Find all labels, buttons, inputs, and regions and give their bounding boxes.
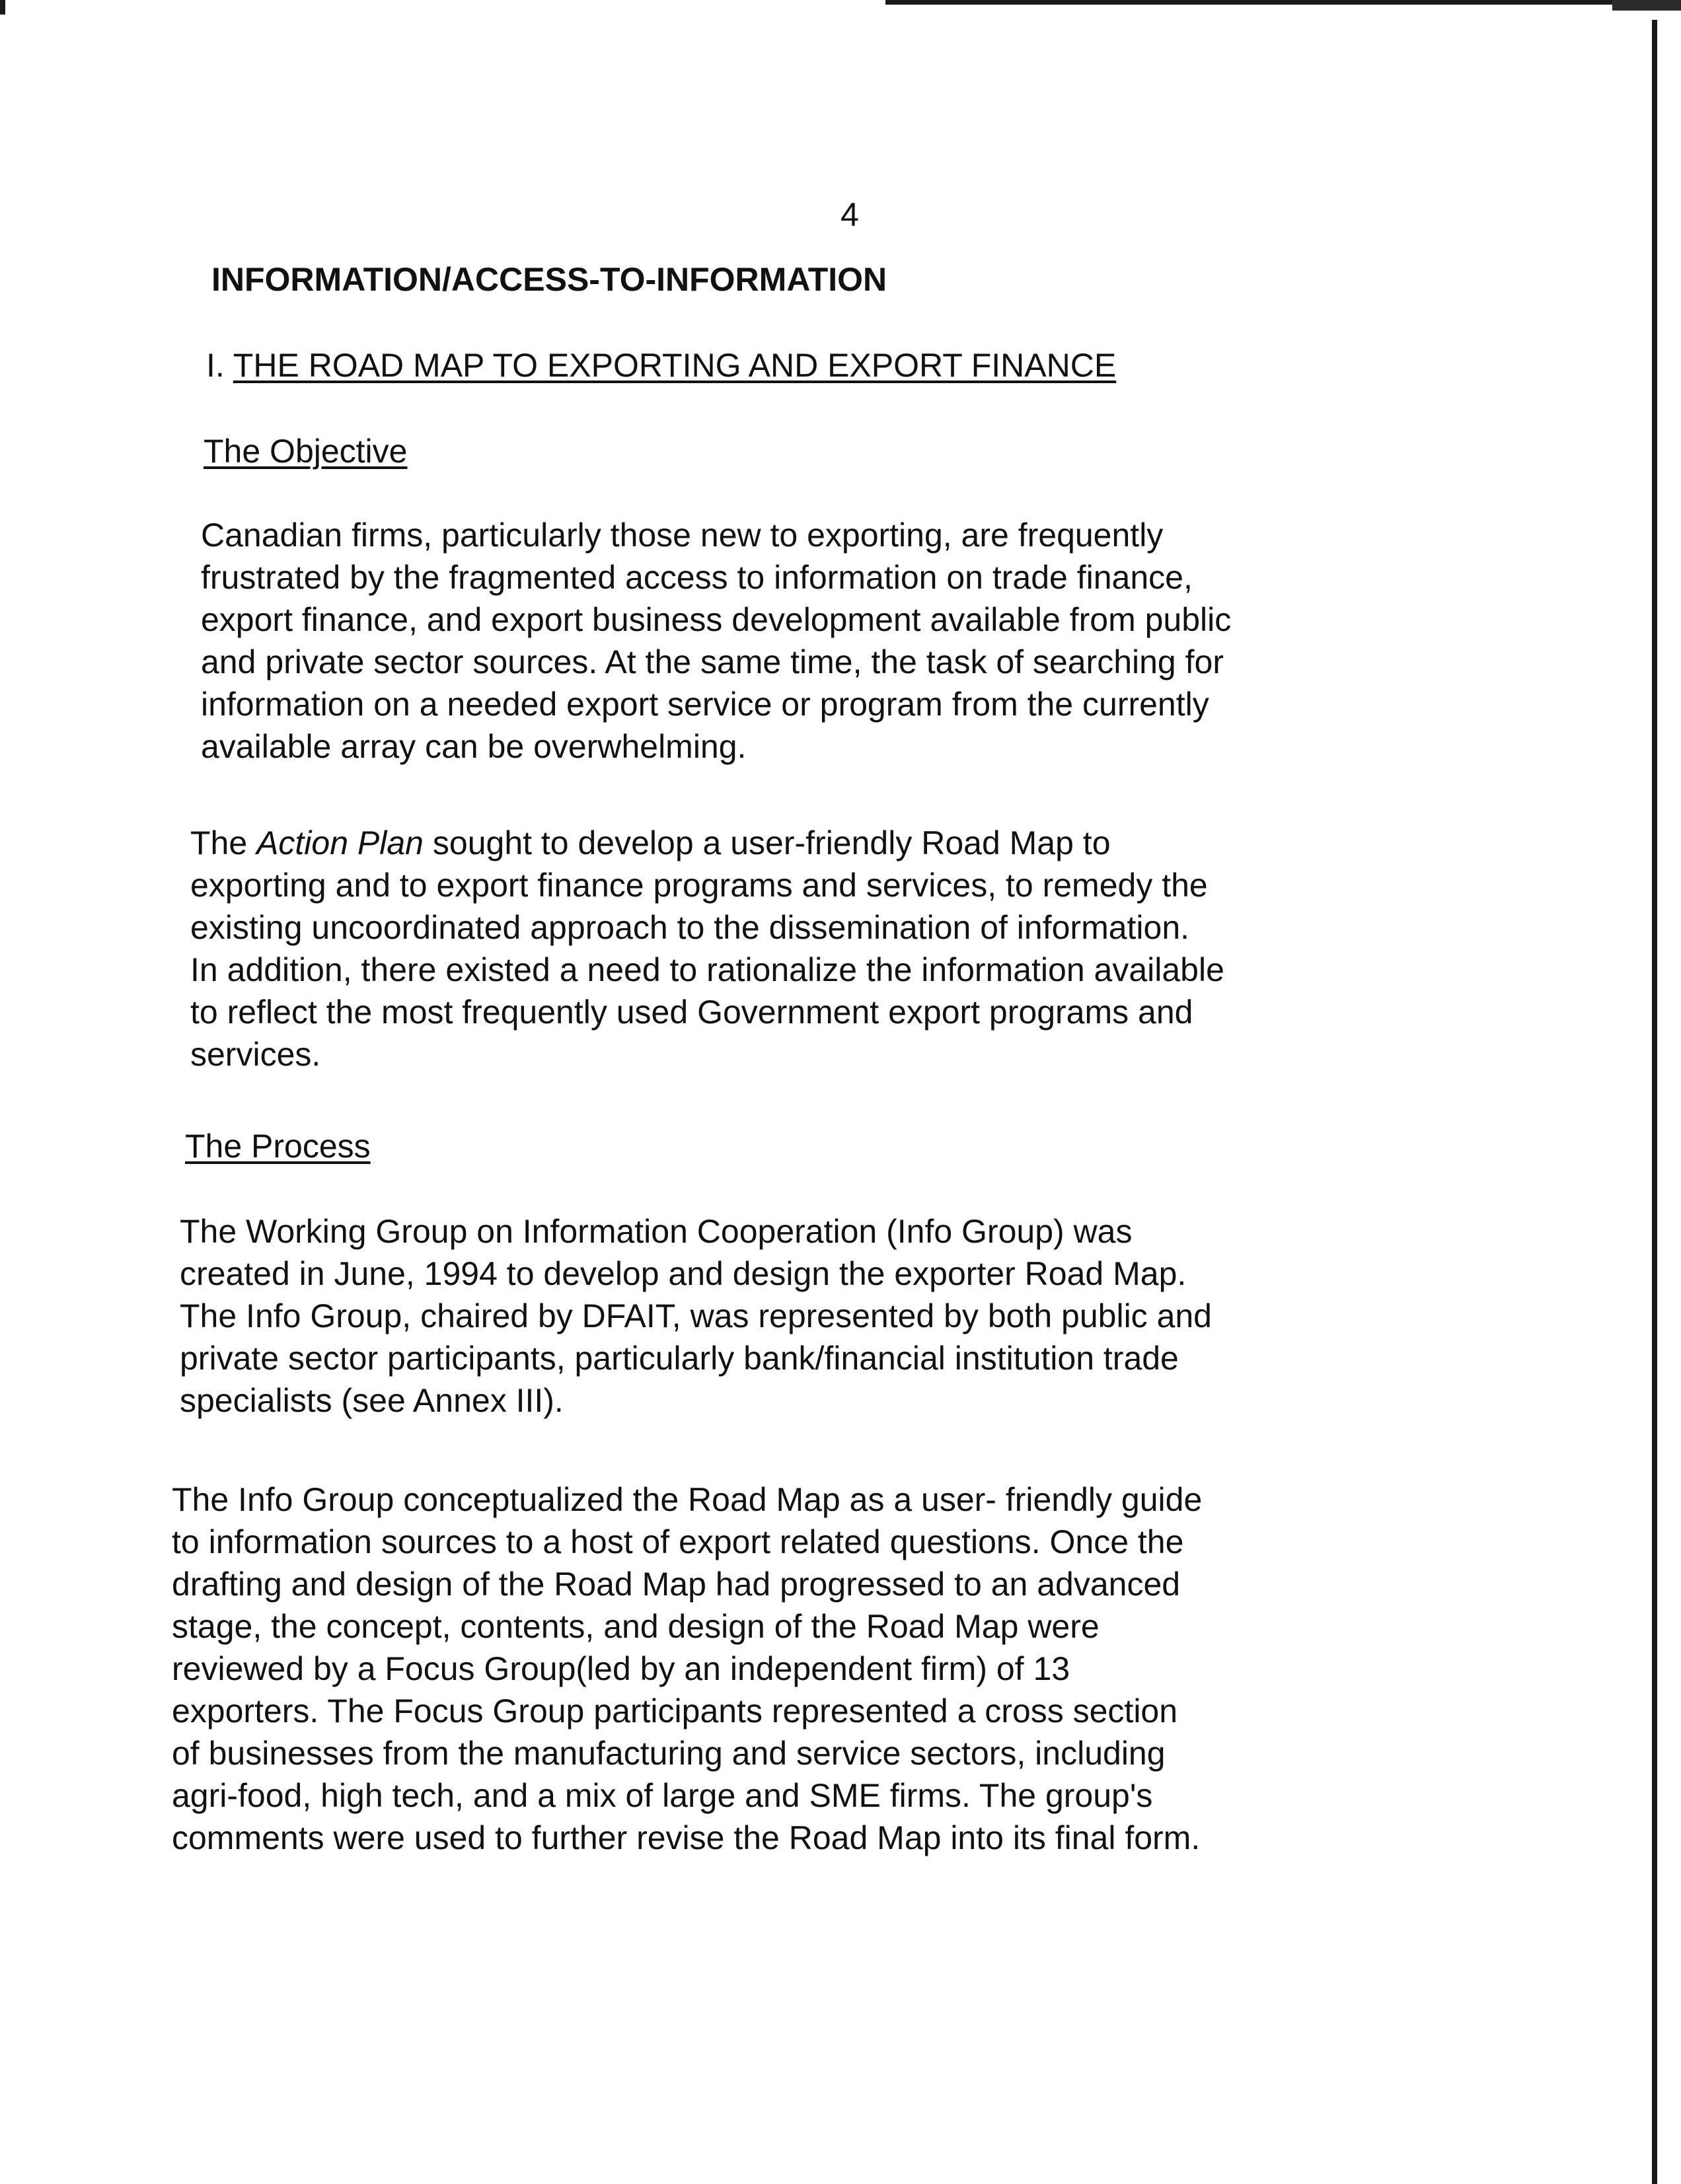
scan-edge-right: [1652, 20, 1657, 2184]
text-line: to information sources to a host of export related questions. Once the: [172, 1523, 1184, 1560]
text-run: The: [190, 824, 257, 861]
text-line: The Info Group conceptualized the Road Map as a user- friendly guide: [172, 1481, 1203, 1518]
text-line: stage, the concept, contents, and design of the Road Map were: [172, 1608, 1100, 1645]
text-line: services.: [190, 1036, 321, 1073]
text-line: available array can be overwhelming.: [201, 728, 747, 765]
page-number: 4: [840, 196, 859, 233]
text-line: exporting and to export finance programs and services, to remedy the: [190, 867, 1208, 904]
text-line: exporters. The Focus Group participants represented a cross section: [172, 1693, 1178, 1729]
section-numeral: I.: [206, 347, 225, 384]
action-plan-italic: Action Plan: [256, 824, 424, 861]
text-line: comments were used to further revise the Road Map into its final form.: [172, 1819, 1201, 1856]
objective-paragraph-2: [190, 822, 1224, 1075]
section-title: THE ROAD MAP TO EXPORTING AND EXPORT FINANCE: [233, 347, 1117, 384]
text-line: Canadian firms, particularly those new to exporting, are frequently: [201, 517, 1164, 554]
text-line: agri-food, high tech, and a mix of large and SME firms. The group's: [172, 1777, 1153, 1814]
text-line: The Working Group on Information Cooperation (Info Group) was: [180, 1213, 1133, 1250]
process-paragraph-1: [180, 1210, 1212, 1422]
text-line: private sector participants, particularly bank/financial institution trade: [180, 1340, 1179, 1377]
objective-heading: The Objective: [204, 433, 408, 470]
text-line: and private sector sources. At the same time, the task of searching for: [201, 643, 1224, 680]
text-line: [190, 822, 1224, 864]
main-heading: INFORMATION/ACCESS-TO-INFORMATION: [211, 261, 887, 298]
scan-mark-left: [0, 0, 5, 15]
text-line: export finance, and export business development available from public: [201, 601, 1232, 638]
text-line: reviewed by a Focus Group(led by an independent firm) of 13: [172, 1650, 1070, 1687]
text-line: specialists (see Annex III).: [180, 1382, 564, 1419]
text-run: sought to develop a user-friendly Road Map to: [424, 824, 1111, 861]
process-heading: The Process: [185, 1128, 371, 1165]
text-line: of businesses from the manufacturing and service sectors, including: [172, 1735, 1166, 1772]
text-line: existing uncoordinated approach to the dissemination of information.: [190, 909, 1190, 946]
scan-mark-top-right: [1612, 0, 1681, 11]
text-line: The Info Group, chaired by DFAIT, was represented by both public and: [180, 1297, 1212, 1334]
text-line: frustrated by the fragmented access to information on trade finance,: [201, 559, 1193, 596]
text-line: to reflect the most frequently used Government export programs and: [190, 994, 1193, 1031]
objective-paragraph-1: [201, 514, 1231, 768]
text-line: In addition, there existed a need to rationalize the information available: [190, 951, 1224, 988]
process-paragraph-2: [172, 1478, 1202, 1859]
scan-edge-top: [885, 0, 1681, 5]
section-heading: [206, 349, 1116, 382]
text-line: drafting and design of the Road Map had progressed to an advanced: [172, 1566, 1181, 1603]
text-line: information on a needed export service or program from the currently: [201, 686, 1209, 723]
text-line: created in June, 1994 to develop and design the exporter Road Map.: [180, 1255, 1187, 1292]
